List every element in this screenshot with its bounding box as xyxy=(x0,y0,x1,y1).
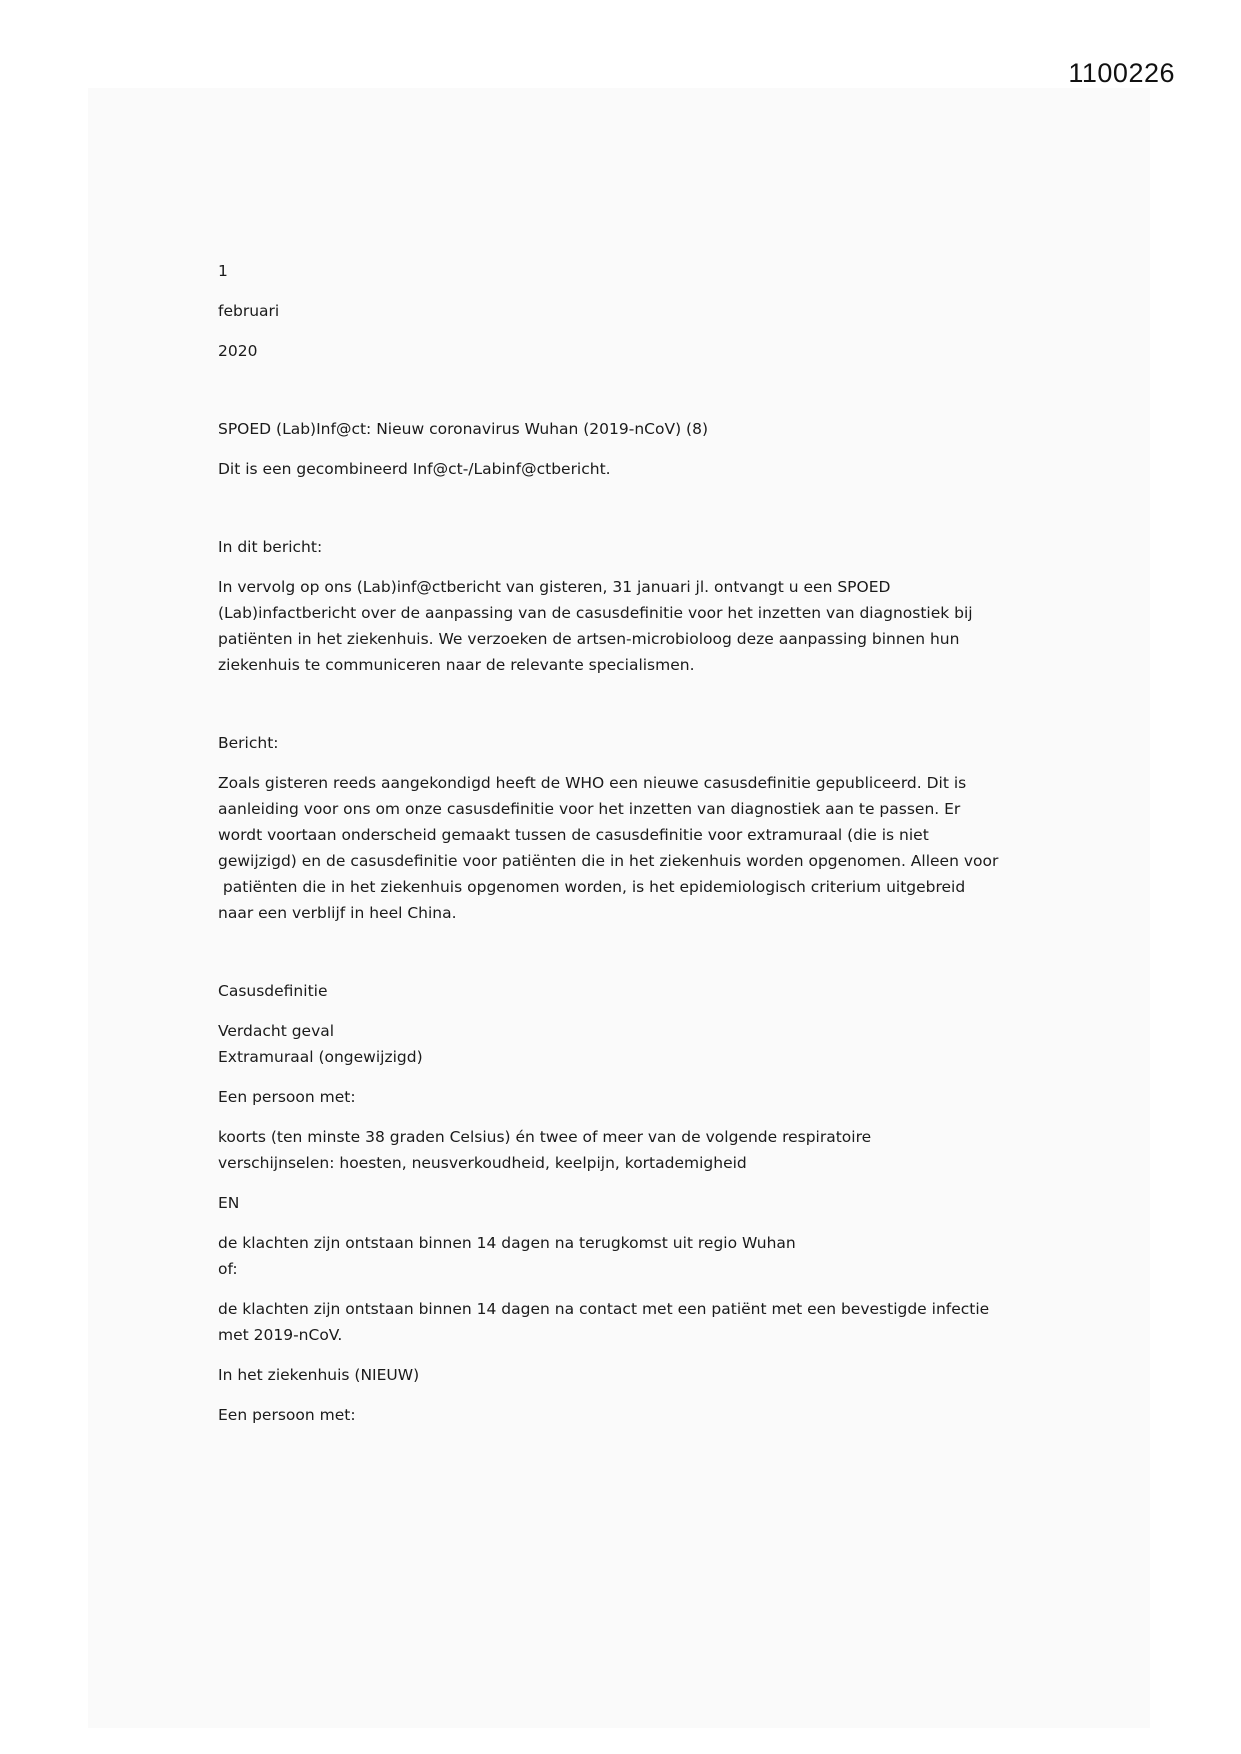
fever-line: verschijnselen: hoesten, neusverkoudheid, keelpijn, kortademigheid xyxy=(218,1154,747,1172)
contact-criteria xyxy=(218,1296,1038,1348)
message-line: Zoals gisteren reeds aangekondigd heeft de WHO een nieuwe casusdefinitie gepubliceerd. Dit is xyxy=(218,774,967,792)
message-line: naar een verblijf in heel China. xyxy=(218,904,457,922)
contact-line: de klachten zijn ontstaan binnen 14 dagen na contact met een patiënt met een bevestigde infectie xyxy=(218,1300,990,1318)
message-paragraph xyxy=(218,770,1038,926)
intro-paragraph xyxy=(218,574,1038,678)
intro-line: ziekenhuis te communiceren naar de relevante specialismen. xyxy=(218,656,695,674)
suspected-case-label: Verdacht geval xyxy=(218,1022,335,1040)
case-definition-heading: Casusdefinitie xyxy=(218,982,328,1000)
message-line: aanleiding voor ons om onze casusdefinitie voor het inzetten van diagnostiek aan te passen. Er xyxy=(218,800,961,818)
extramural-label: Extramuraal (ongewijzigd) xyxy=(218,1048,423,1066)
document-number: 1100226 xyxy=(1068,58,1175,88)
hospital-heading: In het ziekenhuis (NIEUW) xyxy=(218,1366,420,1384)
date-day: 1 xyxy=(218,262,228,280)
person-with-label: Een persoon met: xyxy=(218,1088,356,1106)
or-label: of: xyxy=(218,1260,238,1278)
date-year: 2020 xyxy=(218,342,258,360)
message-line: gewijzigd) en de casusdefinitie voor patiënten die in het ziekenhuis worden opgenomen. Alleen voor xyxy=(218,852,999,870)
intro-heading: In dit bericht: xyxy=(218,538,323,556)
intro-line: (Lab)infactbericht over de aanpassing van de casusdefinitie voor het inzetten van diagnostiek bij xyxy=(218,604,973,622)
fever-criteria xyxy=(218,1124,1038,1176)
message-title: SPOED (Lab)Inf@ct: Nieuw coronavirus Wuhan (2019-nCoV) (8) xyxy=(218,420,709,438)
and-label: EN xyxy=(218,1194,240,1212)
message-heading: Bericht: xyxy=(218,734,279,752)
person-with-label-hospital: Een persoon met: xyxy=(218,1406,356,1424)
message-line: patiënten die in het ziekenhuis opgenomen worden, is het epidemiologisch criterium uitgebreid xyxy=(218,878,966,896)
suspected-case-block xyxy=(218,1018,1038,1070)
date-month: februari xyxy=(218,302,280,320)
wuhan-criteria xyxy=(218,1230,1038,1282)
message-subtitle: Dit is een gecombineerd Inf@ct-/Labinf@ctbericht. xyxy=(218,460,611,478)
intro-line: In vervolg op ons (Lab)inf@ctbericht van gisteren, 31 januari jl. ontvangt u een SPOED xyxy=(218,578,891,596)
message-line: wordt voortaan onderscheid gemaakt tussen de casusdefinitie voor extramuraal (die is niet xyxy=(218,826,929,844)
fever-line: koorts (ten minste 38 graden Celsius) én twee of meer van de volgende respiratoire xyxy=(218,1128,872,1146)
intro-line: patiënten in het ziekenhuis. We verzoeken de artsen-microbioloog deze aanpassing binnen hun xyxy=(218,630,960,648)
contact-line: met 2019-nCoV. xyxy=(218,1326,343,1344)
document-body xyxy=(218,258,1038,1428)
wuhan-line: de klachten zijn ontstaan binnen 14 dagen na terugkomst uit regio Wuhan xyxy=(218,1234,796,1252)
